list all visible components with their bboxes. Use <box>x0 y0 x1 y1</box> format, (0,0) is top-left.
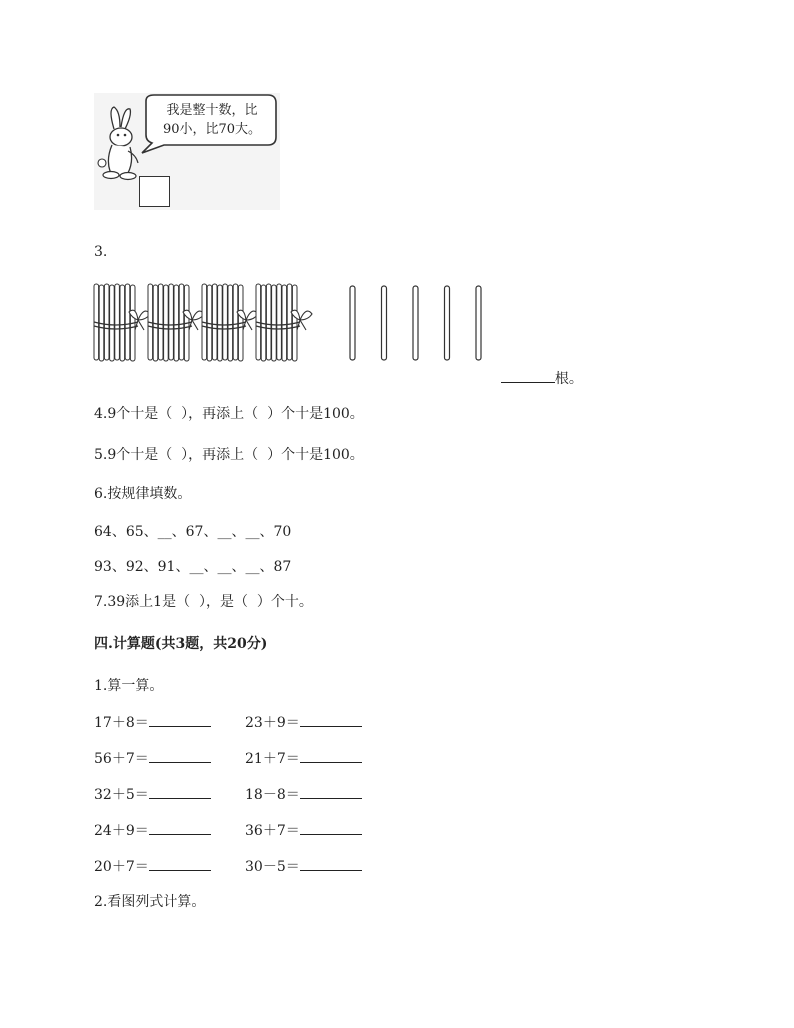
speech-bubble-text <box>152 101 272 139</box>
calc-answer-blank[interactable] <box>149 712 211 727</box>
section-4-heading: 四.计算题(共3题，共20分) <box>94 636 268 652</box>
calc-item <box>94 856 211 876</box>
calc-title: 1.算一算。 <box>94 678 164 694</box>
calc-answer-blank[interactable] <box>300 712 362 727</box>
calc-answer-blank[interactable] <box>149 856 211 871</box>
question-6-title: 6.按规律填数。 <box>94 486 192 502</box>
stick-bundle <box>202 284 258 361</box>
stick-bundle <box>148 284 204 361</box>
stick-bundle <box>94 284 150 361</box>
calc-expression: 24＋9＝ <box>94 823 149 839</box>
calc-expression: 56＋7＝ <box>94 751 149 767</box>
picture-question-title: 2.看图列式计算。 <box>94 894 206 910</box>
speech-line-1: 我是整十数，比 <box>166 103 258 118</box>
question-5: 5.9个十是（ ），再添上（ ）个十是100。 <box>94 447 364 463</box>
calc-expression: 20＋7＝ <box>94 859 149 875</box>
sticks-answer-line <box>492 350 583 388</box>
calc-answer-blank[interactable] <box>300 820 362 835</box>
calc-item <box>245 748 362 768</box>
calc-item <box>94 748 211 768</box>
calc-answer-blank[interactable] <box>149 820 211 835</box>
question-6-sequence-2: 93、92、91、__、__、__、87 <box>94 559 292 575</box>
calc-answer-blank[interactable] <box>300 784 362 799</box>
speech-line-2: 90小，比70大。 <box>162 122 262 137</box>
calc-item <box>245 856 362 876</box>
calc-expression: 23＋9＝ <box>245 715 300 731</box>
calc-item <box>245 784 362 804</box>
calc-expression: 32＋5＝ <box>94 787 149 803</box>
question-7: 7.39添上1是（ ），是（ ）个十。 <box>94 594 313 610</box>
single-stick <box>476 286 481 360</box>
calc-answer-blank[interactable] <box>149 784 211 799</box>
calc-item <box>245 712 362 732</box>
single-sticks <box>350 286 481 360</box>
calc-item <box>245 820 362 840</box>
single-stick <box>445 286 450 360</box>
calc-answer-blank[interactable] <box>149 748 211 763</box>
single-stick <box>413 286 418 360</box>
sticks-unit: 根。 <box>554 371 583 387</box>
calc-item <box>94 784 211 804</box>
single-stick <box>350 286 355 360</box>
calc-expression: 18－8＝ <box>245 787 300 803</box>
rabbit-illustration <box>94 93 280 210</box>
calc-item <box>94 820 211 840</box>
question-3-number: 3. <box>94 244 108 260</box>
question-6-sequence-1: 64、65、__、67、__、__、70 <box>94 524 292 540</box>
calc-answer-blank[interactable] <box>300 856 362 871</box>
stick-bundle <box>256 284 312 361</box>
calc-expression: 30－5＝ <box>245 859 300 875</box>
calc-expression: 17＋8＝ <box>94 715 149 731</box>
sticks-answer-blank[interactable] <box>501 368 555 383</box>
calc-expression: 21＋7＝ <box>245 751 300 767</box>
question-4: 4.9个十是（ ），再添上（ ）个十是100。 <box>94 406 364 422</box>
stick-bundles <box>94 284 312 361</box>
calc-item <box>94 712 211 732</box>
calc-answer-blank[interactable] <box>300 748 362 763</box>
stick-bundles-figure <box>92 278 492 368</box>
answer-box[interactable] <box>139 176 170 207</box>
calc-expression: 36＋7＝ <box>245 823 300 839</box>
single-stick <box>382 286 387 360</box>
